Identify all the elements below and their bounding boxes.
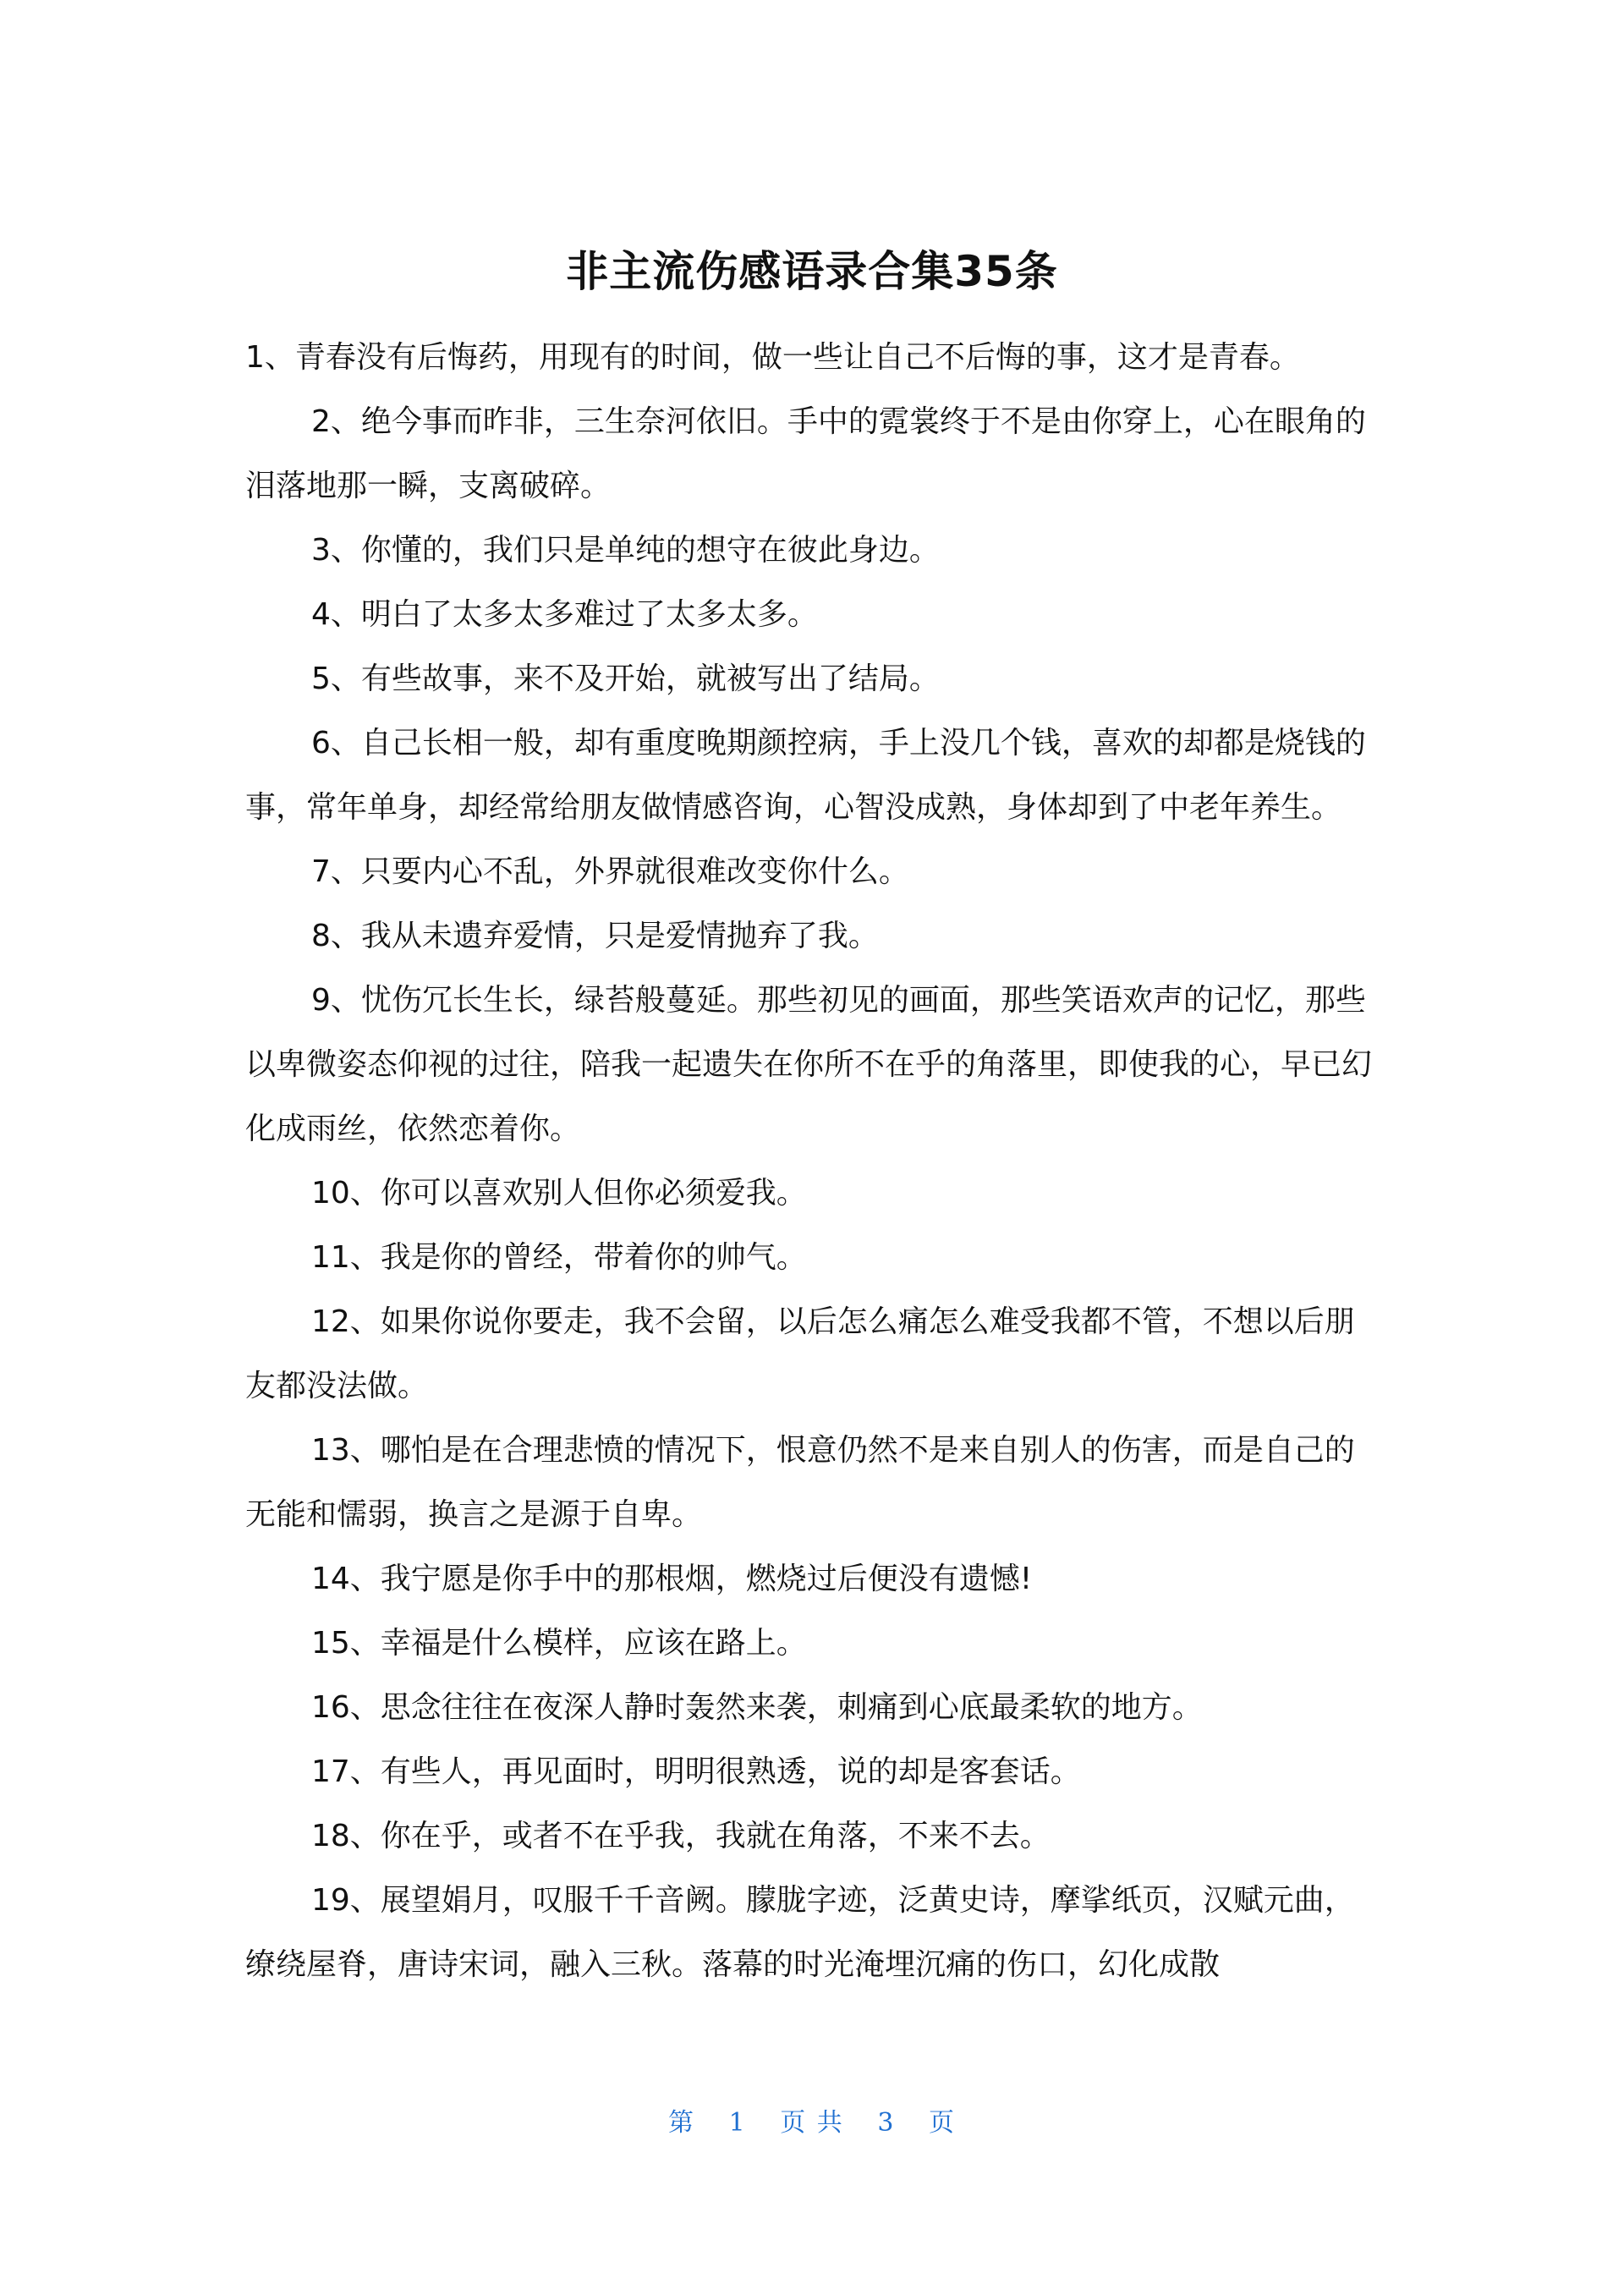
paragraph: 19、展望娟月，叹服千千音阙。朦胧字迹，泛黄史诗，摩挲纸页，汉赋元曲，缭绕屋脊，唐诗宋词，融入三秋。落幕的时光淹埋沉痛的伤口，幻化成散 xyxy=(245,1883,1355,1982)
paragraph: 3、你懂的，我们只是单纯的想守在彼此身边。 xyxy=(311,533,940,568)
page-number-footer xyxy=(0,2106,1624,2140)
paragraph: 13、哪怕是在合理悲愤的情况下，恨意仍然不是来自别人的伤害，而是自己的无能和懦弱，换言之是源于自卑。 xyxy=(245,1433,1355,1532)
paragraph: 10、你可以喜欢别人但你必须爱我。 xyxy=(311,1176,807,1211)
paragraph: 14、我宁愿是你手中的那根烟，燃烧过后便没有遗憾! xyxy=(311,1562,1033,1596)
paragraph: 12、如果你说你要走，我不会留，以后怎么痛怎么难受我都不管，不想以后朋友都没法做。 xyxy=(245,1304,1355,1403)
page-title: 非主流伤感语录合集35条 xyxy=(566,247,1058,296)
paragraph: 2、绝今事而昨非，三生奈河依旧。手中的霓裳终于不是由你穿上，心在眼角的泪落地那一瞬，支离破碎。 xyxy=(245,404,1366,503)
paragraph: 18、你在乎，或者不在乎我，我就在角落，不来不去。 xyxy=(311,1819,1051,1853)
paragraph: 1、青春没有后悔药，用现有的时间，做一些让自己不后悔的事，这才是青春。 xyxy=(245,340,1300,375)
paragraph: 16、思念往往在夜深人静时轰然来袭，刺痛到心底最柔软的地方。 xyxy=(311,1690,1203,1725)
paragraph: 6、自己长相一般，却有重度晚期颜控病，手上没几个钱，喜欢的却都是烧钱的事，常年单身，却经常给朋友做情感咨询，心智没成熟，身体却到了中老年养生。 xyxy=(245,726,1366,825)
paragraph: 17、有些人，再见面时，明明很熟透，说的却是客套话。 xyxy=(311,1754,1081,1789)
paragraph: 9、忧伤冗长生长，绿苔般蔓延。那些初见的画面，那些笑语欢声的记忆，那些以卑微姿态仰视的过往，陪我一起遗失在你所不在乎的角落里，即使我的心，早已幻化成雨丝，依然恋着你。 xyxy=(245,983,1373,1146)
total-pages-number: 3 xyxy=(877,2108,896,2138)
paragraph: 4、明白了太多太多难过了太多太多。 xyxy=(311,597,818,632)
paragraph: 15、幸福是什么模样，应该在路上。 xyxy=(311,1626,807,1661)
paragraph: 8、我从未遗弃爱情，只是爱情抛弃了我。 xyxy=(311,919,879,953)
paragraph: 5、有些故事，来不及开始，就被写出了结局。 xyxy=(311,662,940,696)
paragraph: 7、只要内心不乱，外界就很难改变你什么。 xyxy=(311,854,909,889)
footer-label-of: 页 共 xyxy=(780,2108,844,2138)
paragraph: 11、我是你的曾经，带着你的帅气。 xyxy=(311,1240,807,1275)
current-page-number: 1 xyxy=(728,2108,747,2138)
footer-label-page: 第 xyxy=(668,2108,696,2138)
document-body xyxy=(245,326,1379,1997)
footer-label-pages: 页 xyxy=(928,2108,956,2138)
